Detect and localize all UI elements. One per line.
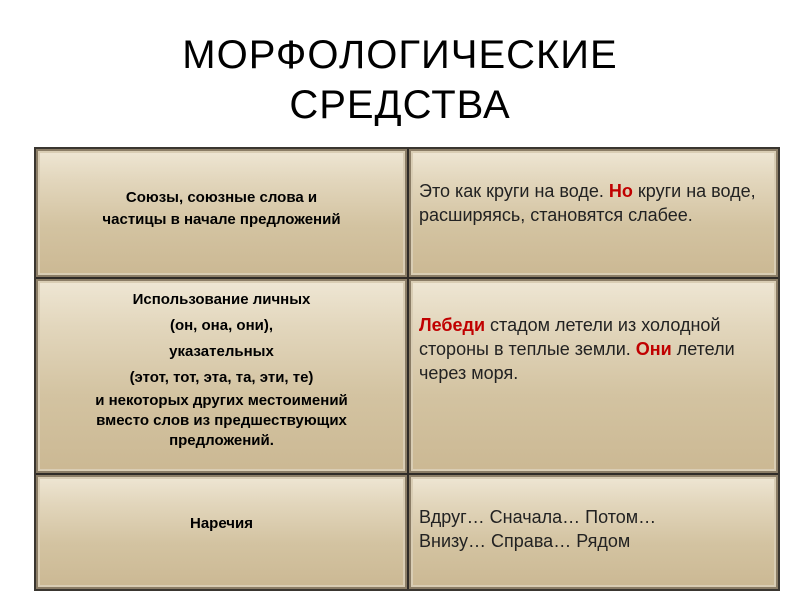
row2-category-line5: и некоторых других местоимений: [95, 392, 348, 409]
row2-category-cell: [36, 279, 407, 473]
row2-example-cell: [409, 279, 778, 473]
morphology-table: [34, 147, 780, 591]
row2-category-line2: (он, она, они),: [169, 317, 274, 334]
row3-category-line1: Наречия: [190, 515, 253, 532]
row3-example-line2: Внизу… Справа… Рядом: [419, 531, 631, 551]
row2-example-part2: летели через моря.: [419, 339, 735, 383]
row1-category-cell: [36, 149, 407, 277]
slide-title: [0, 30, 800, 130]
row3-category-cell: [36, 475, 407, 589]
slide-title-line1: МОРФОЛОГИЧЕСКИЕ: [182, 33, 618, 77]
row2-example-highlight1: Лебеди: [419, 315, 486, 335]
row1-example-cell: [409, 149, 778, 277]
row1-category-line1: Союзы, союзные слова и: [125, 189, 318, 206]
row2-category-line4: (этот, тот, эта, та, эти, те): [129, 369, 314, 386]
row1-category-line2: частицы в начале предложений: [102, 211, 341, 228]
row2-example-part1: стадом летели из холодной стороны в теплые земли.: [419, 315, 721, 359]
row2-category-line6: вместо слов из предшествующих: [96, 412, 347, 429]
row1-example-highlight: Но: [608, 181, 633, 201]
row3-example-line1: Вдруг… Сначала… Потом…: [419, 507, 657, 527]
row2-category-line1: Использование личных: [132, 291, 311, 308]
row1-example-part1: Это как круги на воде.: [419, 181, 609, 201]
row1-example-text: [419, 179, 766, 227]
row2-category-line3: указательных: [169, 343, 274, 360]
slide-title-line2: СРЕДСТВА: [289, 83, 511, 127]
row2-example-text: [419, 313, 766, 385]
row3-example-cell: [409, 475, 778, 589]
row2-category-line7: предложений.: [169, 432, 274, 449]
row2-example-highlight2: Они: [635, 339, 672, 359]
row1-example-part2: круги на воде, расширяясь, становятся слабее.: [419, 181, 756, 225]
